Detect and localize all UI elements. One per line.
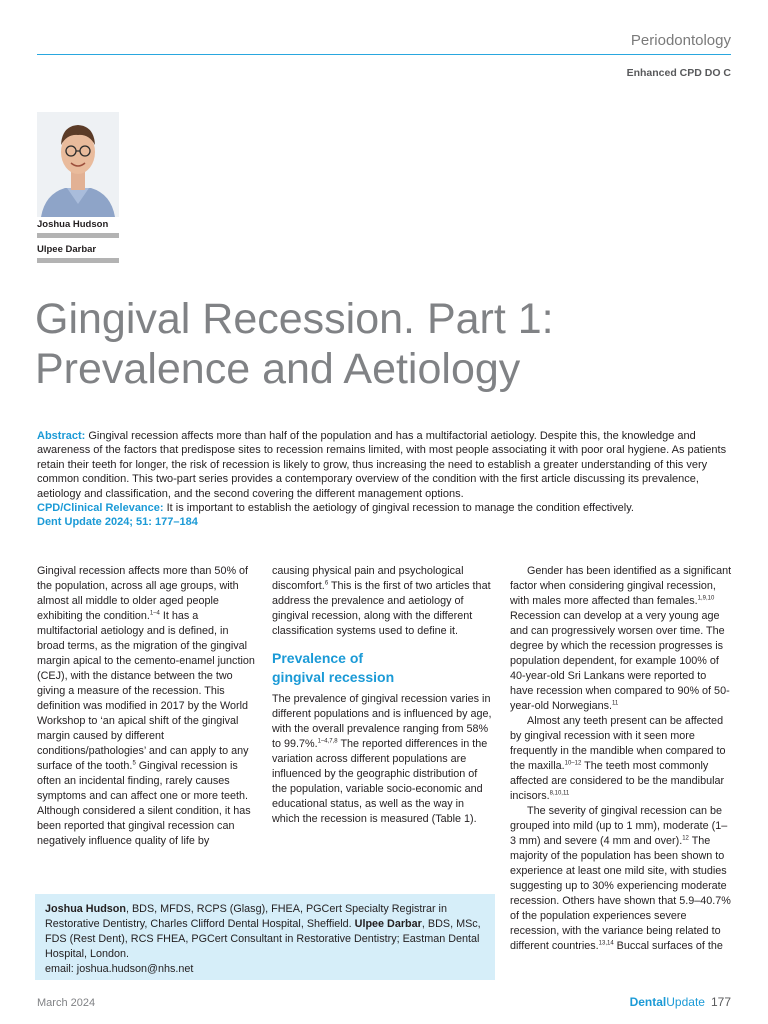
email-link[interactable]: email: joshua.hudson@nhs.net: [45, 963, 194, 975]
reference: 6: [324, 580, 329, 587]
reference: 8,10,11: [549, 790, 570, 797]
paragraph: The severity of gingival recession can be grouped into mild (up to 1 mm), moderate (1–3 mm) and severe (4 mm and over).$^{12}$ The majority of the population has been shown to experience at least one mild site, with studies suggesting up to 30% experiencing moderate recession. Others have shown that 5.9–40.7% of the population experiences severe recession, with the variance being related to different countries.$^{13,14}$ Buccal surfaces of the: [510, 805, 731, 952]
journal-name-part: Dental: [629, 995, 667, 1009]
body-column-3: [510, 564, 732, 954]
body-column-2: [272, 564, 492, 827]
title-line: Gingival Recession. Part 1:: [35, 295, 554, 343]
article-title: [35, 294, 735, 394]
clinical-relevance-label: CPD/Clinical Relevance:: [37, 502, 164, 515]
abstract: [37, 429, 732, 530]
affiliation-name: Ulpee Darbar: [354, 918, 422, 930]
cpd-label: Enhanced CPD DO C: [626, 67, 731, 79]
affiliation-name: Joshua Hudson: [45, 903, 126, 915]
paragraph: causing physical pain and psychological discomfort.$^6$ This is the first of two articles that address the prevalence and aetiology of gingival recession, along with the different classification systems used to define it.: [272, 565, 491, 637]
reference: 5: [132, 760, 136, 767]
citation: Dent Update 2024; 51: 177–184: [37, 516, 198, 529]
journal-name-part: Update: [666, 995, 705, 1009]
reference: 1–4,7,8: [317, 738, 338, 745]
paragraph: Gender has been identified as a significant factor when considering gingival recession, with males more affected than females.$^{1,9,10}$ Recession can develop at a very young age and can progressively worsen over time. The degree by which the recession progresses is population dependent, for example 100% of 40-year-old Sri Lankans were reported to have recession when compared to 90% of 50-year-old Norwegians.$^{11}$: [510, 565, 732, 712]
header-rule: [37, 54, 731, 55]
paragraph: Almost any teeth present can be affected by gingival recession with it seen more frequently in the mandible when compared to the maxilla.$^{10-12}$ The teeth most commonly affected are considered to be the mandibular incisors.$^{8,10,11}$: [510, 715, 726, 802]
author-divider: [37, 258, 119, 263]
abstract-text: Gingival recession affects more than half of the population and has a multifactorial aetiology. Despite this, the knowledge and awareness of the factors that predispose sites to recession remains limited, with most people associating it with poor oral hygiene. As patients retain their teeth for longer, the risk of recession is likely to grow, thus increasing the need to establish a greater understanding of this very common condition. This two-part series provides a contemporary overview of the condition with the first article discussing its prevalence, aetiology and classification, and the second covering the different management options.: [37, 430, 727, 500]
author-photo: [37, 112, 119, 217]
body-column-1: [37, 564, 259, 849]
reference: 11: [612, 700, 619, 707]
paragraph: Gingival recession affects more than 50% of the population, across all age groups, with almost all middle to older aged people exhibiting the condition.$^{1-4}$ It has a multifactorial aetiology and is defined, in broad terms, as the migration of the gingival margin apical to the cemento-enamel junction (CEJ), with the distance between the two giving a measure of the recession. This definition was modified in 2017 by the World Workshop to ‘an apical shift of the gingival margin caused by different conditions/pathologies’ and can apply to any surface of the tooth.$^5$ Gingival recession is often an incidental finding, rarely causes symptoms and can affect one or more teeth. Although considered a silent condition, it has been reported that gingival recession can negatively influence quality of life by: [37, 565, 255, 847]
author-name: Ulpee Darbar: [37, 244, 97, 255]
reference: 1–4: [149, 610, 160, 617]
clinical-relevance-text: It is important to establish the aetiology of gingival recession to manage the condition effectively.: [166, 502, 634, 515]
reference: 1,9,10: [697, 595, 715, 602]
author-affiliations: Joshua Hudson, BDS, MFDS, RCPS (Glasg), FHEA, PGCert Specialty Registrar in Restorative Dentistry, Charles Clifford Dental Hospital, Sheffield. Ulpee Darbar, BDS, MSc, FDS (Rest Dent), RCS FHEA, PGCert Consultant in Restorative Dentistry; Eastman Dental Hospital, London. email: joshua.hudson@nhs.net: [35, 894, 495, 980]
author-name: Joshua Hudson: [37, 219, 109, 230]
page-number: 177: [710, 995, 731, 1009]
section-title: Periodontology: [630, 32, 731, 49]
paragraph: The prevalence of gingival recession varies in different populations and is influenced by age, with the overall prevalence ranging from 58% to 99.7%.$^{1-4,7,8}$ The reported differences in the variation across different populations are influenced by the geographic distribution of the population, variable socio-economic and educational status, as well as the way in which the recession is measured (Table 1).: [272, 693, 492, 825]
title-line: Prevalence and Aetiology: [35, 345, 521, 393]
abstract-label: Abstract:: [37, 430, 86, 442]
footer-journal: [630, 995, 731, 1009]
footer-date: March 2024: [37, 997, 96, 1009]
author-divider: [37, 233, 119, 238]
section-heading: Prevalence of gingival recession: [272, 650, 395, 685]
reference: 13,14: [598, 940, 614, 947]
reference: 12: [682, 835, 689, 842]
reference: 10–12: [564, 760, 582, 767]
